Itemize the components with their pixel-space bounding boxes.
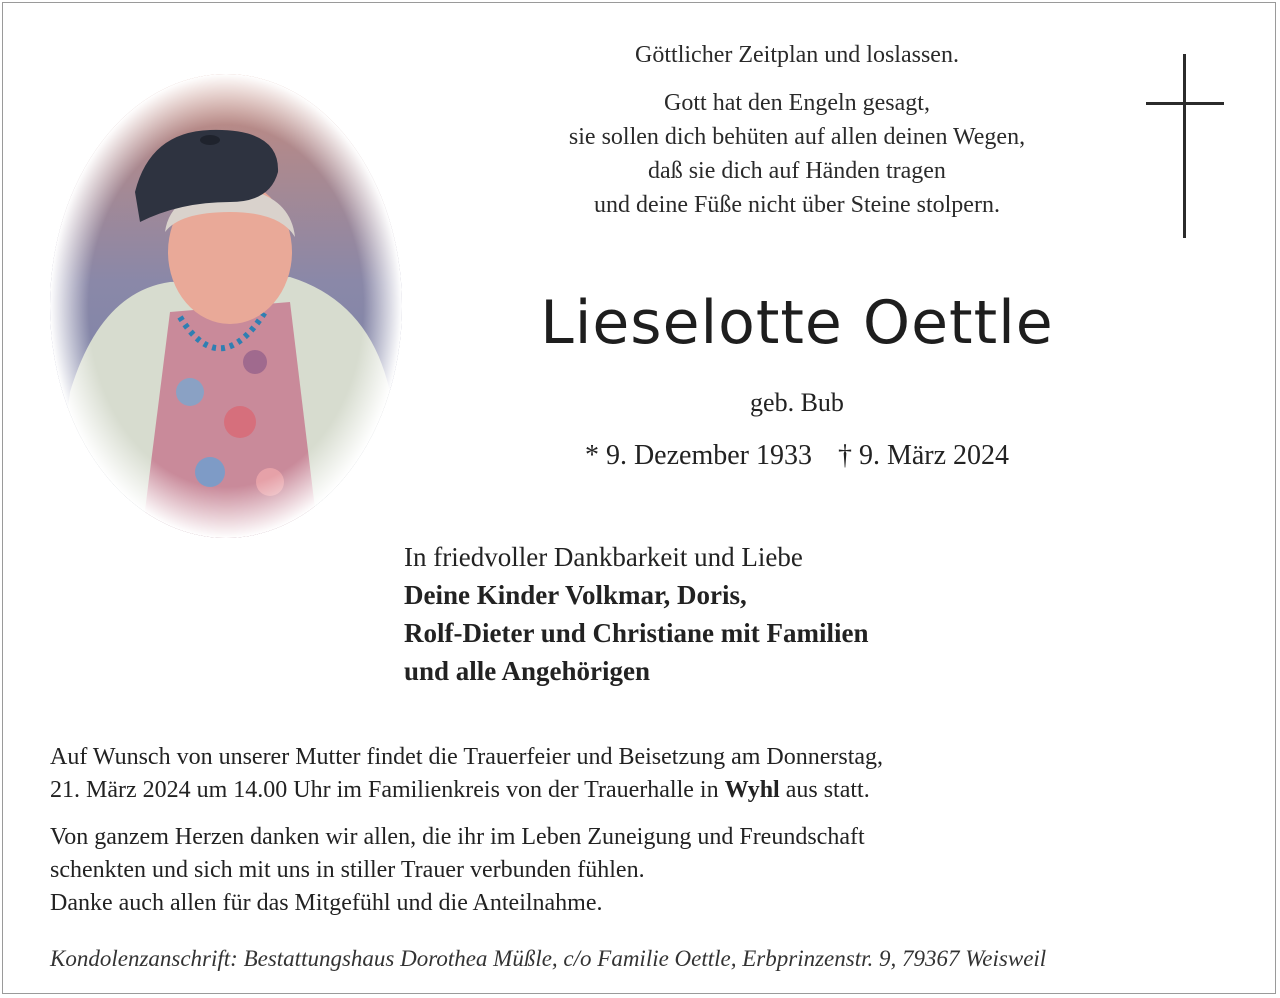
ceremony-text: 21. März 2024 um 14.00 Uhr im Familienkreis von der Trauerhalle in (50, 777, 725, 803)
signature-line: Rolf-Dieter und Christiane mit Familien (404, 618, 869, 648)
verse-line: Gott hat den Engeln gesagt, (664, 90, 930, 116)
mourners-signature (404, 538, 868, 690)
ceremony-notice (50, 741, 883, 807)
ceremony-text-end: aus statt. (779, 777, 870, 803)
ceremony-line-1: Auf Wunsch von unserer Mutter findet die Trauerfeier und Beisetzung am Donnerstag, (50, 744, 884, 770)
signature-line: und alle Angehörigen (404, 656, 651, 686)
birth-name: geb. Bub (750, 388, 844, 417)
cross-icon (1144, 54, 1226, 240)
verse-line: daß sie dich auf Händen tragen (648, 158, 946, 184)
ceremony-place: Wyhl (724, 777, 780, 803)
thanks-line: Von ganzem Herzen danken wir allen, die ihr im Leben Zuneigung und Freundschaft (50, 824, 865, 850)
signature-intro: In friedvoller Dankbarkeit und Liebe (404, 542, 803, 572)
deceased-name: Lieselotte Oettle (540, 288, 1054, 358)
thanks-line: schenkten und sich mit uns in stiller Trauer verbunden fühlen. (50, 857, 645, 883)
ceremony-line-2 (50, 774, 883, 807)
signature-line: Deine Kinder Volkmar, Doris, (404, 580, 747, 610)
thanks-line: Danke auch allen für das Mitgefühl und die Anteilnahme. (50, 890, 603, 916)
death-date: † 9. März 2024 (837, 440, 1010, 471)
verse-line: und deine Füße nicht über Steine stolpern. (594, 192, 1000, 218)
birth-date: * 9. Dezember 1933 (584, 440, 812, 471)
portrait-photo (40, 62, 412, 550)
thanks-notice (50, 821, 865, 920)
life-dates (470, 440, 1124, 472)
verse-title: Göttlicher Zeitplan und loslassen. (635, 42, 959, 68)
verse-body (470, 86, 1124, 222)
verse-line: sie sollen dich behüten auf allen deinen Wegen, (568, 124, 1026, 150)
condolence-address: Kondolenzanschrift: Bestattungshaus Dorothea Müßle, c/o Familie Oettle, Erbprinzenstr. 9, 79367 Weisweil (50, 946, 1047, 971)
